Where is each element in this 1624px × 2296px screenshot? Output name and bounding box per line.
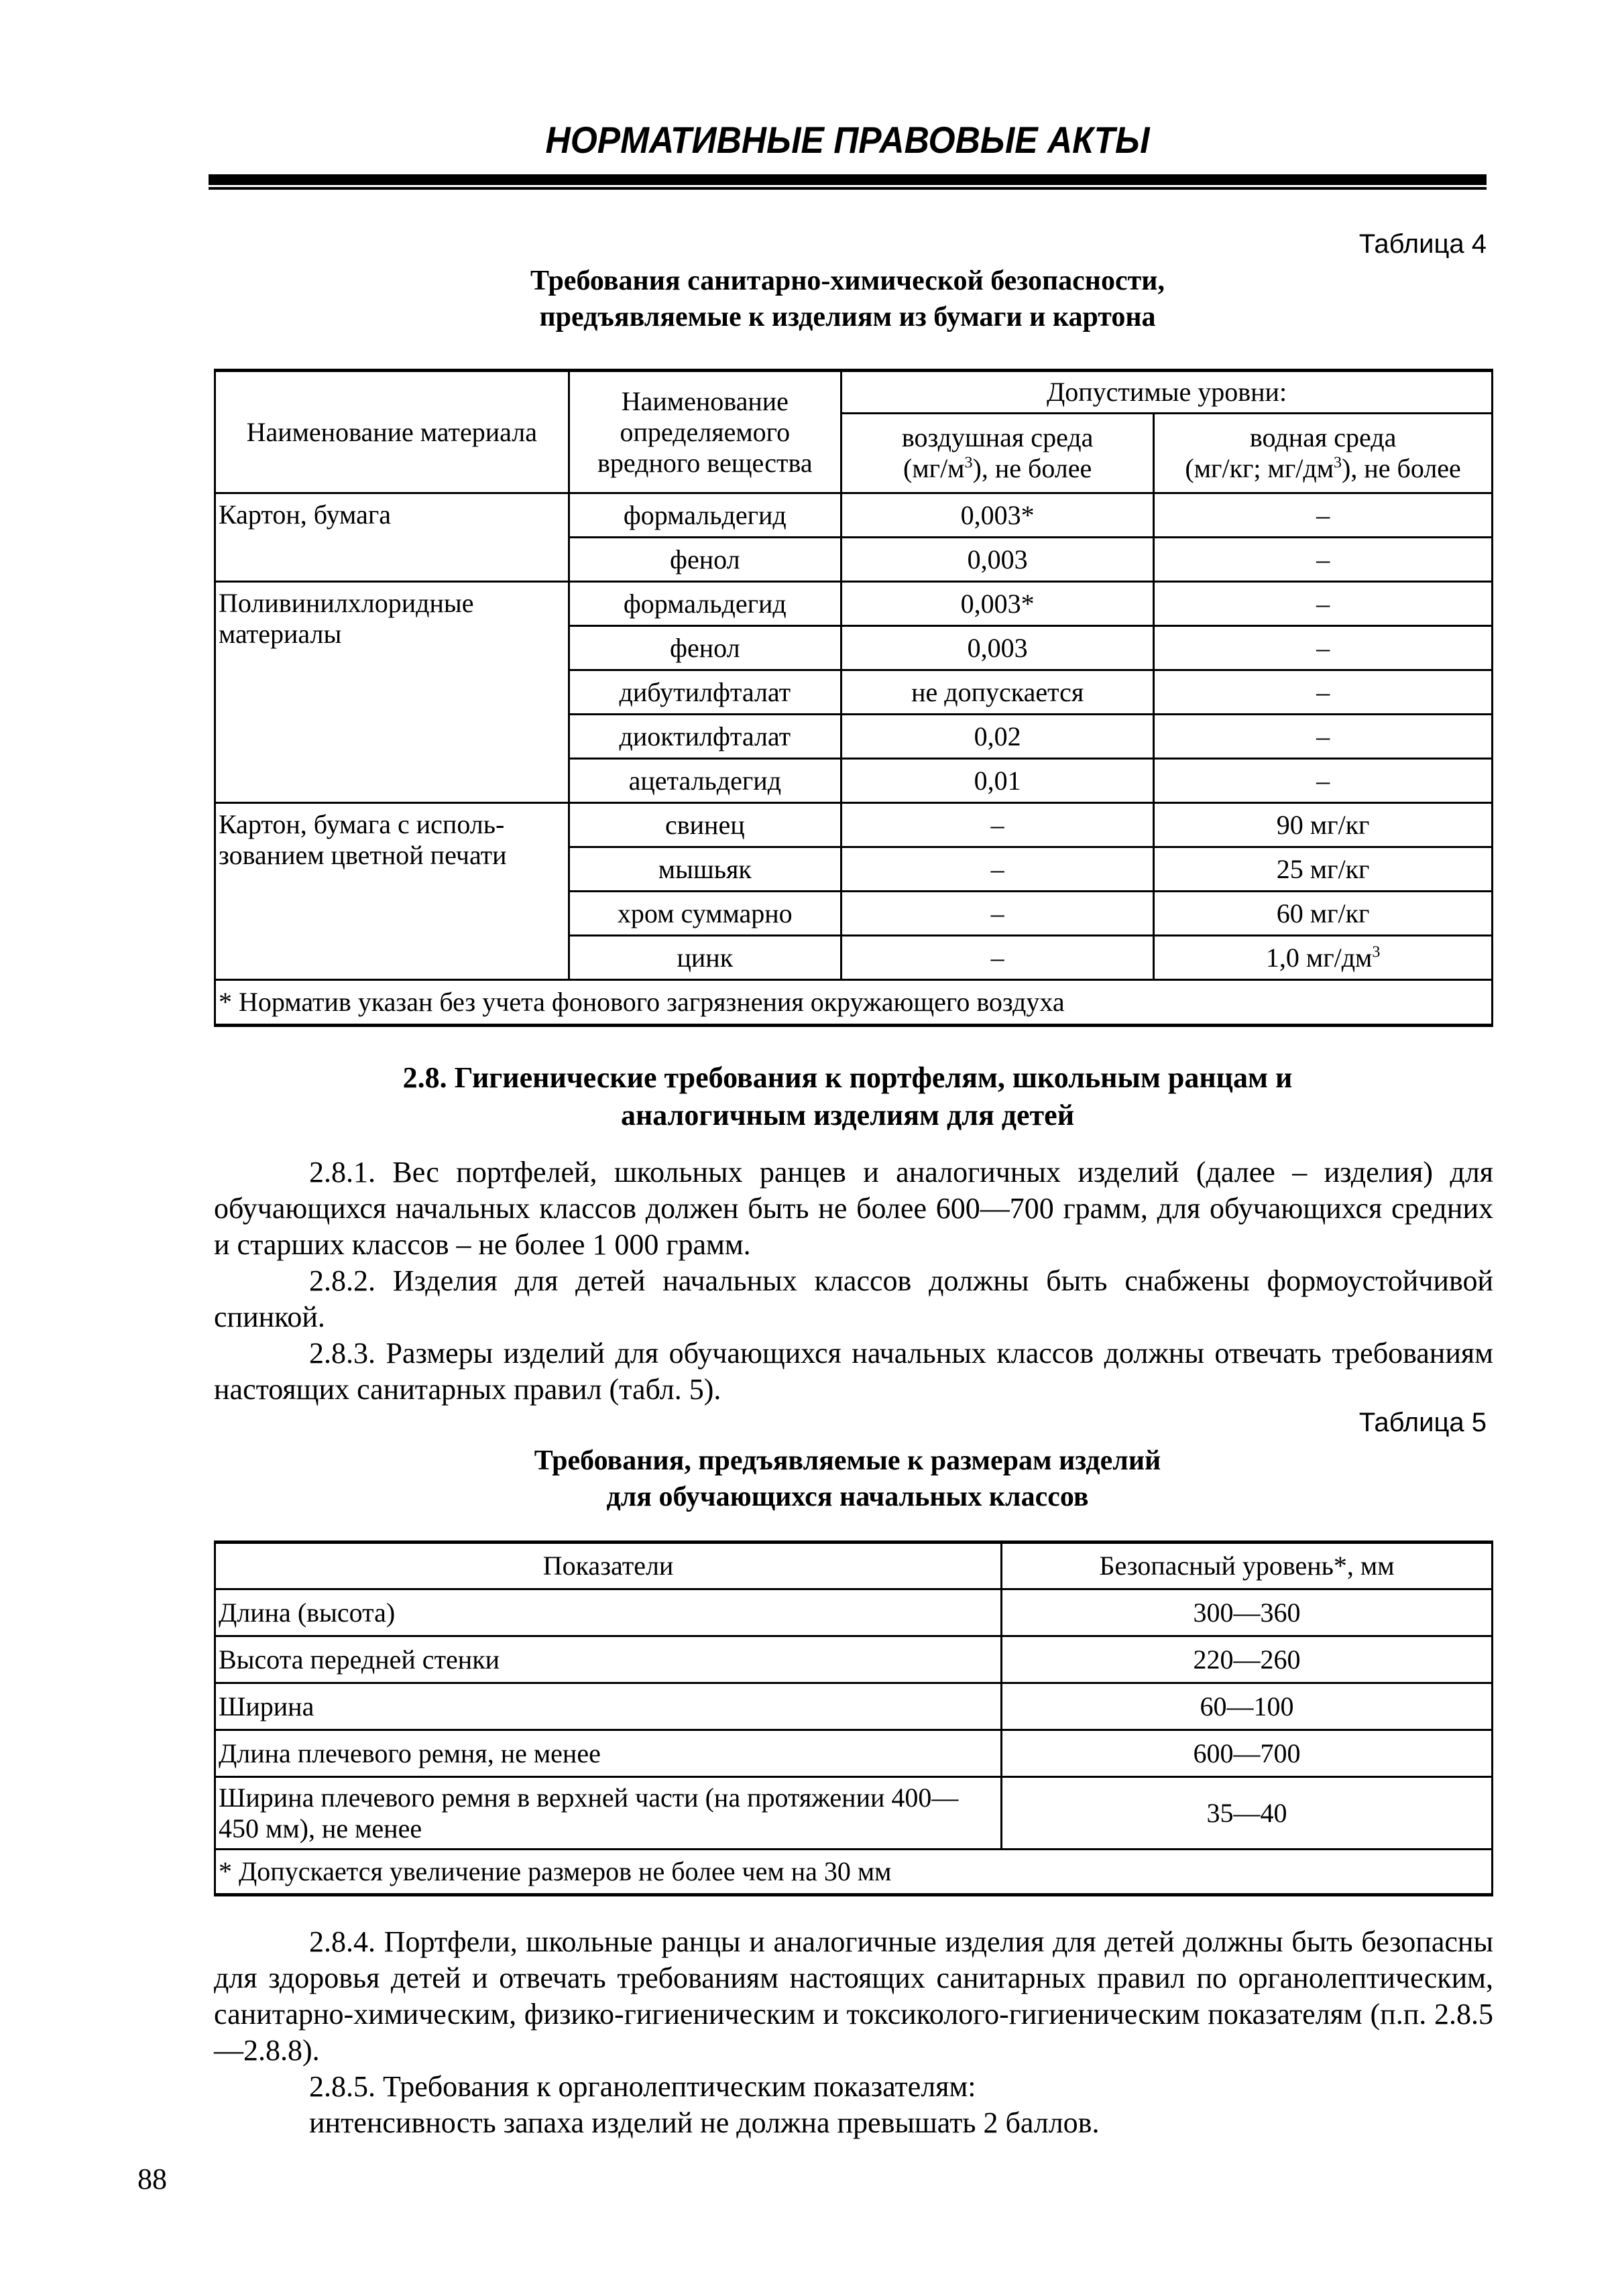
indicator-cell: Высота передней стенки — [215, 1636, 1002, 1683]
table-row — [215, 1589, 1493, 1636]
table4-title-line2: предъявляемые к изделиям из бумаги и картона — [539, 302, 1156, 333]
table5-title-line1: Требования, предъявляемые к размерам изделий — [534, 1445, 1161, 1476]
table-row — [215, 1683, 1493, 1730]
water-cell: – — [1154, 670, 1493, 715]
value-cell: 220—260 — [1002, 1636, 1493, 1683]
water-cell: – — [1154, 715, 1493, 759]
section-2-8-heading — [209, 1059, 1487, 1134]
paragraph-2-8-1: 2.8.1. Вес портфелей, школьных ранцев и аналогичных изделий (далее – изделия) для обучающихся начальных классов должен быть не более 600—700 грамм, для обучающихся средних и старших классов – не более 1 000 грамм. — [214, 1156, 1493, 1261]
water-value: 1,0 мг/дм — [1265, 942, 1373, 973]
substance-cell: хром суммарно — [569, 892, 842, 936]
water-cell: 25 мг/кг — [1154, 847, 1493, 892]
header-air-unit-post: ), не более — [972, 453, 1092, 483]
table-row — [215, 1777, 1493, 1850]
header-safe-level: Безопасный уровень*, мм — [1002, 1543, 1493, 1589]
header-water — [1154, 414, 1493, 493]
table-row — [215, 803, 1493, 847]
water-cell: – — [1154, 759, 1493, 803]
air-cell: 0,003 — [842, 626, 1154, 670]
header-air-label: воздушная среда — [901, 422, 1094, 452]
table5-label: Таблица 5 — [1358, 1408, 1487, 1437]
table5 — [214, 1540, 1493, 1896]
header-water-label: водная среда — [1249, 422, 1397, 452]
header-rule-thin — [209, 187, 1487, 190]
paragraph-2-8-5-text: интенсивность запаха изделий не должна превышать 2 баллов. — [309, 2106, 1100, 2139]
table-row — [215, 493, 1493, 538]
water-cell: – — [1154, 582, 1493, 626]
header-water-unit: (мг/кг; мг/дм — [1185, 453, 1334, 483]
table5-footnote: * Допускается увеличение размеров не более чем на 30 мм — [215, 1850, 1493, 1895]
header-water-unit-post: ), не более — [1342, 453, 1461, 483]
table4-title — [209, 263, 1487, 335]
water-cell: – — [1154, 538, 1493, 582]
substance-cell: дибутилфталат — [569, 670, 842, 715]
value-cell: 60—100 — [1002, 1683, 1493, 1730]
substance-cell: формальдегид — [569, 493, 842, 538]
paragraph-2-8-3: 2.8.3. Размеры изделий для обучающихся начальных классов должны отвечать требованиям настоящих санитарных правил (табл. 5). — [214, 1337, 1493, 1406]
substance-cell: мышьяк — [569, 847, 842, 892]
section-heading-line1: 2.8. Гигиенические требования к портфелям, школьным ранцам и — [402, 1061, 1293, 1094]
table-row — [215, 1636, 1493, 1683]
value-cell: 600—700 — [1002, 1730, 1493, 1777]
paragraph-2-8-2: 2.8.2. Изделия для детей начальных классов должны быть снабжены формоустойчивой спинкой. — [214, 1264, 1493, 1333]
header-water-unit-sup: 3 — [1334, 454, 1342, 472]
water-value-sup: 3 — [1372, 943, 1381, 961]
header-air-unit-sup: 3 — [964, 454, 973, 472]
table5-title-line2: для обучающихся начальных классов — [606, 1482, 1089, 1512]
water-cell: – — [1154, 493, 1493, 538]
substance-cell: ацетальдегид — [569, 759, 842, 803]
material-cell: Картон, бумага с исполь-зованием цветной печати — [215, 803, 569, 980]
water-cell: 60 мг/кг — [1154, 892, 1493, 936]
water-cell — [1154, 936, 1493, 980]
air-cell: – — [842, 936, 1154, 980]
table4-footnote: * Норматив указан без учета фонового загрязнения окружающего воздуха — [215, 980, 1493, 1026]
air-cell: – — [842, 803, 1154, 847]
paragraph-2-8-4: 2.8.4. Портфели, школьные ранцы и аналогичные изделия для детей должны быть безопасны для здоровья детей и отвечать требованиям настоящих санитарных правил по органолептическим, санитарно-химическим, физико-гигиеническим и токсиколого-гигиеническим показателям (п.п. 2.8.5—2.8.8). — [214, 1925, 1493, 2067]
air-cell: не допускается — [842, 670, 1154, 715]
section-2-8-body — [214, 1154, 1493, 1408]
header-rule-thick — [209, 174, 1487, 185]
substance-cell: диоктилфталат — [569, 715, 842, 759]
water-cell: 90 мг/кг — [1154, 803, 1493, 847]
running-head: НОРМАТИВНЫЕ ПРАВОВЫЕ АКТЫ — [545, 119, 1150, 161]
page-number: 88 — [137, 2163, 167, 2195]
table-row — [215, 582, 1493, 626]
air-cell: 0,02 — [842, 715, 1154, 759]
table4-label: Таблица 4 — [1358, 229, 1487, 259]
header-material: Наименование материала — [215, 371, 569, 493]
air-cell: 0,003 — [842, 538, 1154, 582]
substance-cell: цинк — [569, 936, 842, 980]
water-cell: – — [1154, 626, 1493, 670]
substance-cell: фенол — [569, 538, 842, 582]
table5-title — [209, 1443, 1487, 1515]
table-row — [215, 1730, 1493, 1777]
substance-cell: свинец — [569, 803, 842, 847]
paragraph-2-8-5: 2.8.5. Требования к органолептическим показателям: — [309, 2070, 976, 2103]
indicator-cell: Ширина — [215, 1683, 1002, 1730]
indicator-cell: Ширина плечевого ремня в верхней части (на протяжении 400—450 мм), не менее — [215, 1777, 1002, 1850]
value-cell: 300—360 — [1002, 1589, 1493, 1636]
air-cell: – — [842, 892, 1154, 936]
table4-footnote-row — [215, 980, 1493, 1026]
header-substance: Наименование определяемого вредного вещества — [569, 371, 842, 493]
indicator-cell: Длина плечевого ремня, не менее — [215, 1730, 1002, 1777]
table5-footnote-row — [215, 1850, 1493, 1895]
material-cell: Поливинилхлоридные материалы — [215, 582, 569, 803]
indicator-cell: Длина (высота) — [215, 1589, 1002, 1636]
section-heading-line2: аналогичным изделиям для детей — [620, 1099, 1075, 1132]
header-indicator: Показатели — [215, 1543, 1002, 1589]
header-air — [842, 414, 1154, 493]
air-cell: 0,003* — [842, 493, 1154, 538]
substance-cell: фенол — [569, 626, 842, 670]
header-air-unit: (мг/м — [903, 453, 965, 483]
section-after-body — [214, 1924, 1493, 2141]
air-cell: 0,01 — [842, 759, 1154, 803]
substance-cell: формальдегид — [569, 582, 842, 626]
material-cell: Картон, бумага — [215, 493, 569, 582]
air-cell: 0,003* — [842, 582, 1154, 626]
table4-title-line1: Требования санитарно-химической безопасности, — [530, 265, 1165, 296]
table4 — [214, 369, 1493, 1027]
value-cell: 35—40 — [1002, 1777, 1493, 1850]
air-cell: – — [842, 847, 1154, 892]
header-levels: Допустимые уровни: — [842, 371, 1493, 414]
